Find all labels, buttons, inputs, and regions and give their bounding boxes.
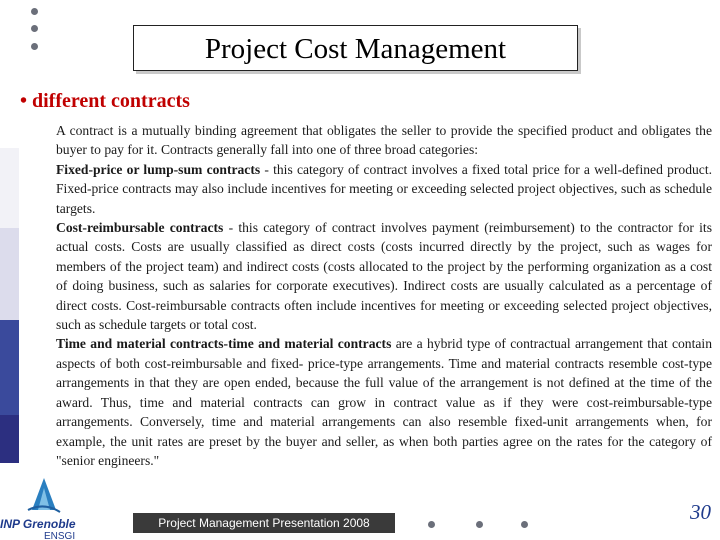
slide-title: Project Cost Management: [133, 25, 578, 71]
decor-dot: [521, 521, 528, 528]
sidebar-stripe: [0, 415, 19, 463]
fixed-price-text: - this category of contract involves a fixed total price for a well-defined product. Fixed-price contracts may also include incentives for meeting or exceeding selected project objectives, such as schedule targets.: [56, 161, 712, 216]
fixed-price-paragraph: [56, 160, 712, 218]
bullet-heading: • different contracts: [20, 90, 190, 112]
cost-reimbursable-paragraph: [56, 218, 712, 334]
sidebar-stripe: [0, 148, 19, 228]
cost-reimbursable-text: - this category of contract involves payment (reimbursement) to the contractor for its actual costs. Costs are usually classified as direct costs (costs incurred directly by the project, such as wages for members of the project team) and indirect costs (costs allocated to the project by the performing organization as a cost of doing business, such as salaries for corporate executives). Indirect costs are usually calculated as a percentage of direct costs. Cost-reimbursable contracts often include incentives for meeting or exceeding selected project objectives, such as schedule targets or total cost.: [56, 220, 712, 333]
decor-dot: [31, 43, 38, 50]
intro-paragraph: A contract is a mutually binding agreement that obligates the seller to provide the specified product and obligates the buyer to pay for it. Contracts generally fall into one of three broad categories:: [56, 123, 712, 158]
time-material-label: Time and material contracts-time and material contracts: [56, 336, 392, 352]
logo-text: INP Grenoble: [0, 517, 76, 531]
cost-reimbursable-label: Cost-reimbursable contracts: [56, 220, 224, 236]
sidebar-stripe: [0, 320, 19, 415]
body-text: [56, 121, 712, 470]
decor-dot: [428, 521, 435, 528]
inp-grenoble-logo: [0, 470, 90, 540]
fixed-price-label: Fixed-price or lump-sum contracts: [56, 161, 261, 177]
time-material-paragraph: [56, 334, 712, 470]
footer-bar: Project Management Presentation 2008: [133, 513, 395, 533]
page-number: 30: [690, 500, 711, 524]
decor-dot: [31, 8, 38, 15]
time-material-text: are a hybrid type of contractual arrangement that contain aspects of both cost-reimbursable and fixed- price-type arrangements. Time and material contracts resemble cost-type arrangements in that they are open ended, because the full value of the arrangement is not defined at the time of the award. Thus, time and material contracts can grow in contract value as if they were cost-reimbursable-type arrangements. Conversely, time and material arrangements can also resemble fixed-unit arrangements when, for example, the unit rates are preset by the buyer and seller, as when both parties agree on the rates for the category of "senior engineers.": [56, 336, 712, 468]
logo-subtext: ENSGI: [44, 531, 76, 540]
decor-dot: [31, 25, 38, 32]
decor-dot: [476, 521, 483, 528]
sidebar-stripe: [0, 228, 19, 320]
